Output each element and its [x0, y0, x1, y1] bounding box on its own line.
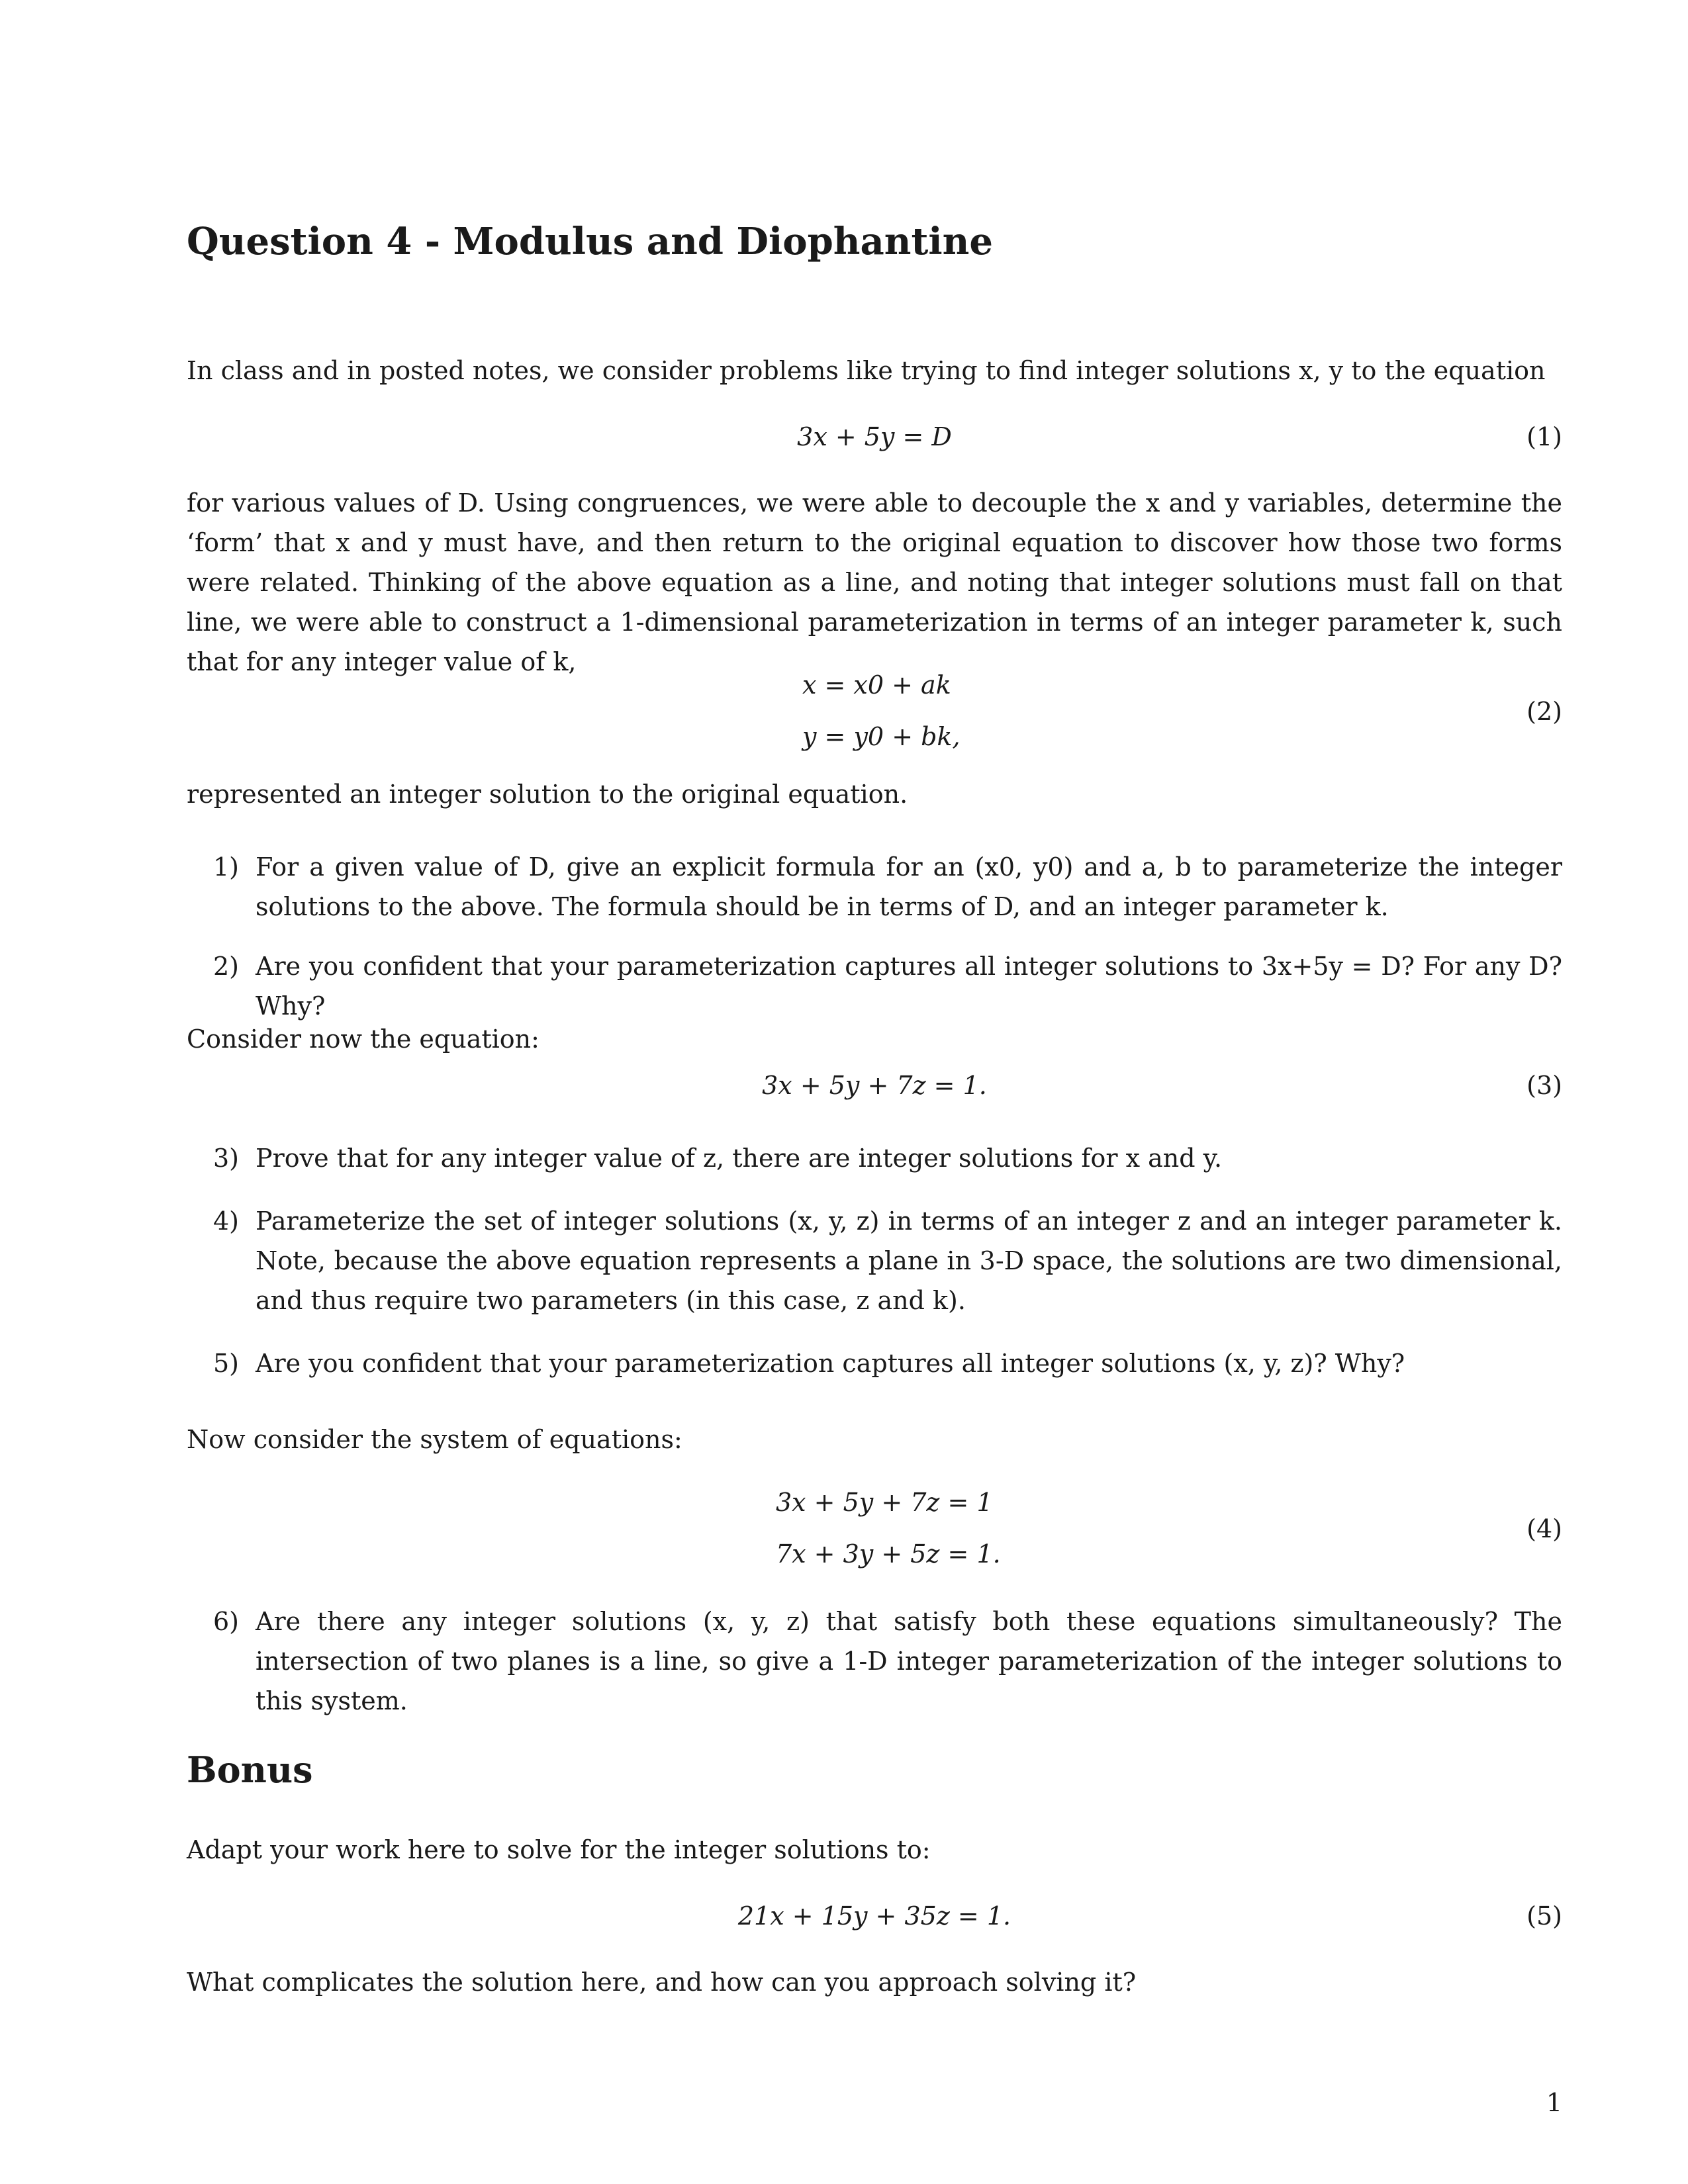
equation-4	[776, 1482, 1001, 1574]
question-item-4	[187, 1201, 1562, 1320]
bonus-paragraph-2: What complicates the solution here, and how can you approach solving it?	[187, 1968, 1137, 1997]
question-item-6	[187, 1602, 1562, 1721]
equation-5-body: 21x + 15y + 35z = 1.	[737, 1901, 1011, 1931]
intro-paragraph-3: represented an integer solution to the original equation.	[187, 780, 908, 809]
bonus-paragraph-1: Adapt your work here to solve for the integer solutions to:	[187, 1835, 931, 1864]
equation-4-line-1: 3x + 5y + 7z = 1	[776, 1488, 993, 1517]
equation-2-number: (2)	[1526, 697, 1562, 726]
equation-2-line-1: x = x0 + ak	[802, 670, 951, 700]
question-item-1	[187, 847, 1562, 927]
equation-5	[187, 1896, 1562, 1936]
equation-1	[187, 417, 1562, 457]
question-item-3-text: Prove that for any integer value of z, there are integer solutions for x and y.	[256, 1144, 1223, 1173]
equation-2	[802, 665, 961, 756]
question-item-2	[187, 946, 1562, 1026]
equation-3-body: 3x + 5y + 7z = 1.	[762, 1071, 987, 1100]
question-item-1-label: 1)	[213, 852, 240, 882]
equation-3-number: (3)	[1526, 1071, 1562, 1100]
consider-paragraph-1: Consider now the equation:	[187, 1024, 539, 1054]
question-item-4-label: 4)	[213, 1206, 240, 1236]
equation-2-line-2: y = y0 + bk,	[802, 722, 961, 751]
intro-paragraph-1: In class and in posted notes, we consider problems like trying to find integer solutions x, y to the equation	[187, 356, 1546, 385]
equation-4-line-2: 7x + 3y + 5z = 1.	[776, 1539, 1001, 1569]
question-item-2-text: Are you confident that your parameterization captures all integer solutions to 3x+5y = D? For any D? Why?	[256, 952, 1562, 1021]
bonus-heading: Bonus	[187, 1749, 313, 1791]
equation-1-body: 3x + 5y = D	[797, 422, 952, 451]
question-item-5	[187, 1343, 1562, 1383]
question-item-5-label: 5)	[213, 1349, 240, 1378]
question-item-1-text: For a given value of D, give an explicit formula for an (x0, y0) and a, b to parameterize the integer solutions to the above. The formula should be in terms of D, and an integer parameter k.	[256, 852, 1562, 921]
equation-3	[187, 1066, 1562, 1105]
question-item-5-text: Are you confident that your parameterization captures all integer solutions (x, y, z)? Why?	[256, 1349, 1405, 1378]
document-page	[187, 0, 1562, 2184]
consider-paragraph-2: Now consider the system of equations:	[187, 1425, 682, 1454]
page-title: Question 4 - Modulus and Diophantine	[187, 220, 993, 263]
equation-5-number: (5)	[1526, 1901, 1562, 1931]
question-item-3	[187, 1138, 1562, 1178]
page-number: 1	[1546, 2088, 1562, 2117]
question-item-6-label: 6)	[213, 1607, 240, 1636]
question-item-3-label: 3)	[213, 1144, 240, 1173]
equation-4-number: (4)	[1526, 1514, 1562, 1543]
intro-paragraph-2: for various values of D. Using congruences, we were able to decouple the x and y variables, determine the ‘form’ that x and y must have, and then return to the original equation to discover how those two forms were related. Thinking of the above equation as a line, and noting that integer solutions must fall on that line, we were able to construct a 1-dimensional parameterization in terms of an integer parameter k, such that for any integer value of k,	[187, 488, 1562, 676]
question-item-6-text: Are there any integer solutions (x, y, z) that satisfy both these equations simultaneously? The intersection of two planes is a line, so give a 1-D integer parameterization of the integer solutions to this system.	[256, 1607, 1562, 1715]
question-item-4-text: Parameterize the set of integer solutions (x, y, z) in terms of an integer z and an integer parameter k. Note, because the above equation represents a plane in 3-D space, the solutions are two dimensional, and thus require two parameters (in this case, z and k).	[256, 1206, 1562, 1315]
equation-1-number: (1)	[1526, 422, 1562, 451]
question-item-2-label: 2)	[213, 952, 240, 981]
